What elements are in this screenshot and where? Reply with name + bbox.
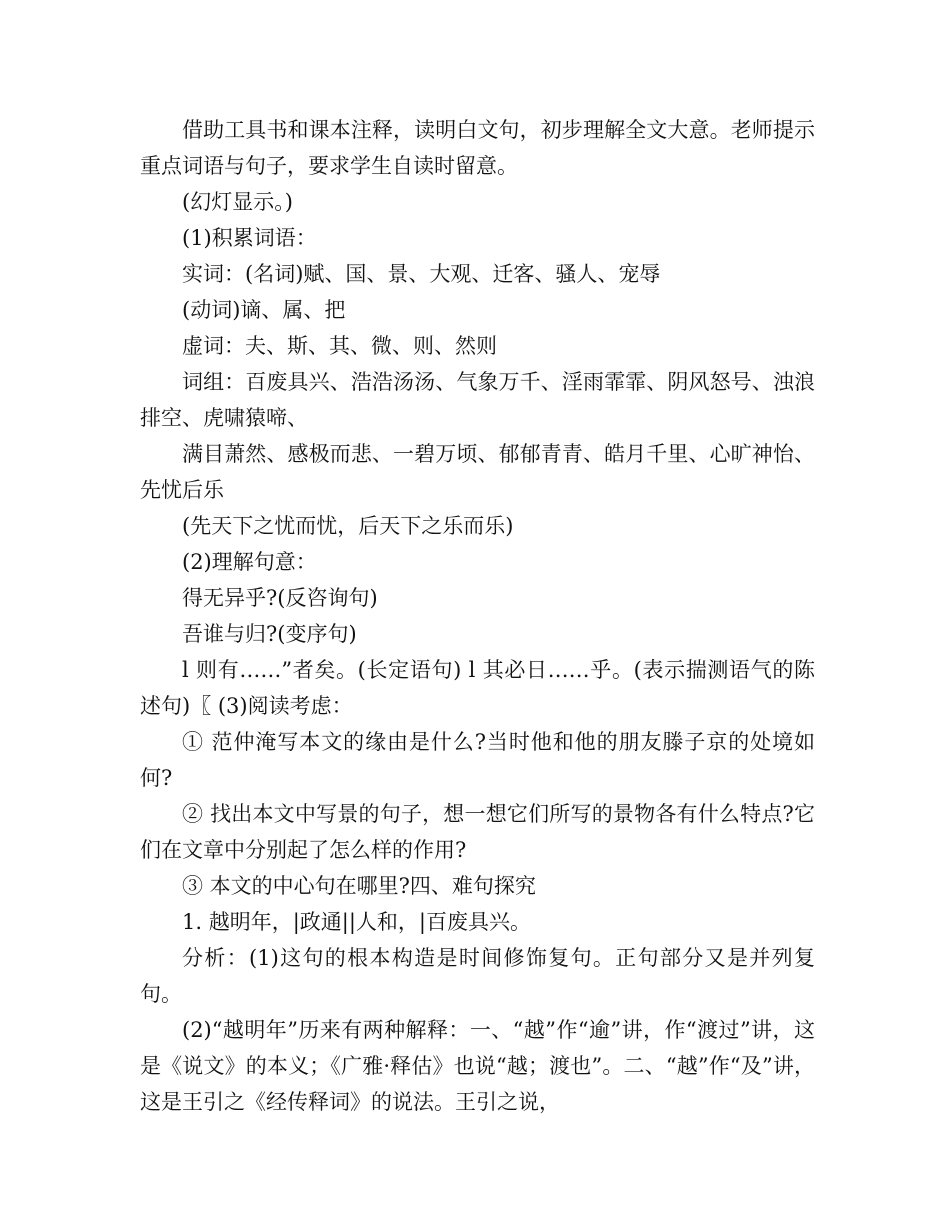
paragraph: 满目萧然、感极而悲、一碧万顷、郁郁青青、皓月千里、心旷神怡、先忧后乐 bbox=[140, 442, 815, 502]
paragraph: ② 找出本文中写景的句子，想一想它们所写的景物各有什么特点?它们在文章中分别起了怎么样的作用? bbox=[140, 802, 815, 862]
paragraph: (先天下之忧而忧，后天下之乐而乐) bbox=[182, 514, 514, 538]
paragraph: (动词)谪、属、把 bbox=[182, 298, 346, 322]
paragraph: (2)“越明年”历来有两种解释：一、“越”作“逾”讲，作“渡过”讲，这是《说文》的本义；《广雅·释估》也说“越；渡也”。二、“越”作“及”讲，这是王引之《经传释词》的说法。王引之说， bbox=[140, 1018, 815, 1114]
paragraph: (2)理解句意： bbox=[182, 550, 317, 574]
paragraph: 借助工具书和课本注释，读明白文句，初步理解全文大意。老师提示重点词语与句子，要求学生自读时留意。 bbox=[140, 118, 815, 178]
paragraph: 词组：百废具兴、浩浩汤汤、气象万千、淫雨霏霏、阴风怒号、浊浪排空、虎啸猿啼、 bbox=[140, 370, 815, 430]
paragraph: 实词：(名词)赋、国、景、大观、迁客、骚人、宠辱 bbox=[182, 262, 661, 286]
paragraph: l 则有……”者矣。(长定语句) l 其必日……乎。(表示揣测语气的陈述句)〖 (3)阅读考虑： bbox=[140, 658, 815, 718]
paragraph: 1. 越明年，|政通||人和，|百废具兴。 bbox=[182, 910, 532, 934]
paragraph: ③ 本文的中心句在哪里?四、难句探究 bbox=[182, 874, 536, 898]
paragraph: (幻灯显示。) bbox=[182, 190, 293, 214]
paragraph: 分析：(1)这句的根本构造是时间修饰复句。正句部分又是并列复句。 bbox=[140, 946, 815, 1006]
paragraph: ① 范仲淹写本文的缘由是什么?当时他和他的朋友滕子京的处境如何? bbox=[140, 730, 815, 790]
paragraph: 吾谁与归?(变序句) bbox=[182, 622, 357, 646]
paragraph: 得无异乎?(反咨询句) bbox=[182, 586, 378, 610]
paragraph: 虚词：夫、斯、其、微、则、然则 bbox=[182, 334, 497, 358]
paragraph: (1)积累词语： bbox=[182, 226, 317, 250]
document-page bbox=[140, 112, 815, 1120]
